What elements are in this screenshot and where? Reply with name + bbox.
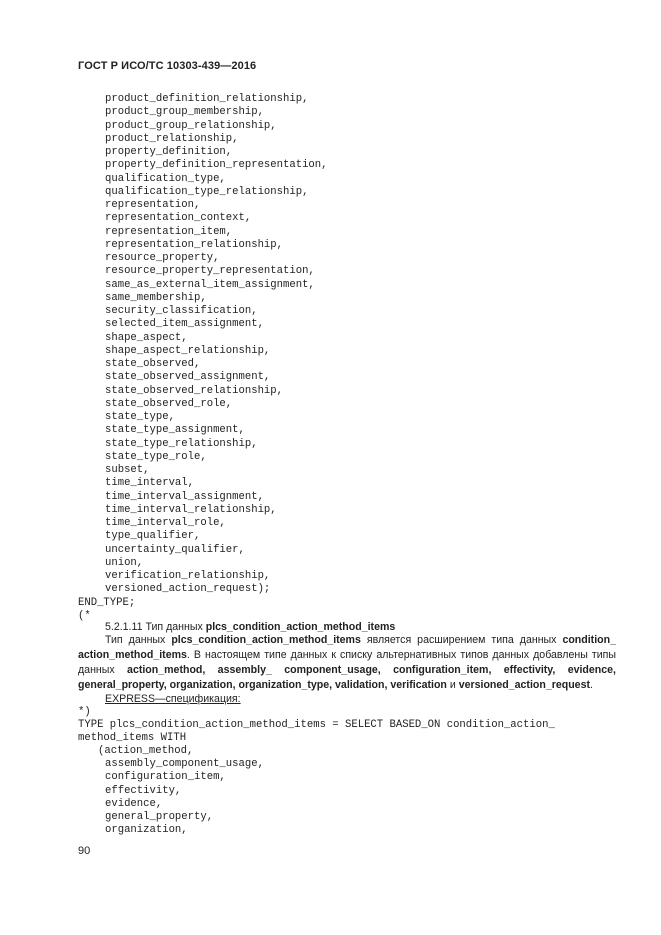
code-line: product_definition_relationship, — [105, 93, 309, 105]
code-line: resource_property_representation, — [105, 265, 315, 278]
code-line: union, — [105, 556, 144, 569]
page-number: 90 — [78, 845, 91, 857]
section-title-prefix: Тип данных — [145, 621, 203, 633]
code-line: time_interval_assignment, — [105, 490, 264, 503]
code-line: product_relationship, — [105, 132, 239, 145]
code-line: time_interval_role, — [105, 517, 226, 529]
code-line: qualification_type_relationship, — [105, 185, 309, 198]
code-line: resource_property, — [105, 252, 220, 264]
code-line: state_type_relationship, — [105, 437, 258, 450]
code-line: representation_relationship, — [105, 238, 284, 251]
code-line: organization, — [105, 824, 188, 837]
code-line: uncertainty_qualifier, — [105, 543, 245, 556]
code-line: product_group_relationship, — [105, 119, 277, 132]
section-title-name: plcs_condition_action_method_items — [205, 621, 396, 633]
code-line: shape_aspect_relationship, — [105, 344, 271, 357]
code-line: time_interval_relationship, — [105, 503, 277, 516]
code-line: shape_aspect, — [105, 331, 188, 344]
code-line: state_type_assignment, — [105, 424, 245, 437]
express-select-list-continued — [105, 93, 328, 597]
type-declaration-line-2: method_items WITH — [78, 732, 187, 744]
code-line: selected_item_assignment, — [105, 318, 264, 331]
code-line: state_observed_assignment, — [105, 371, 271, 384]
code-line: same_membership, — [105, 291, 207, 304]
express-select-list — [105, 758, 264, 838]
code-line: state_observed_role, — [105, 397, 233, 410]
select-first-item: (action_method, — [98, 745, 194, 757]
code-line: configuration_item, — [105, 771, 226, 784]
end-type-keyword: END_TYPE; — [78, 596, 136, 609]
code-line: verification_relationship, — [105, 570, 271, 582]
code-line: product_group_membership, — [105, 106, 264, 119]
type-declaration-line-1: TYPE plcs_condition_action_method_items = SELECT BASED_ON condition_action_ — [78, 719, 555, 731]
code-line: state_observed_relationship, — [105, 384, 284, 397]
express-spec-label: EXPRESS—спецификация: — [105, 693, 241, 705]
code-line: type_qualifier, — [105, 530, 201, 543]
code-line: state_type, — [105, 411, 175, 423]
code-line: state_observed, — [105, 358, 201, 370]
comment-open: (* — [78, 609, 91, 622]
code-line: evidence, — [105, 797, 163, 810]
code-line: time_interval, — [105, 477, 195, 490]
code-line: versioned_action_request); — [105, 583, 271, 596]
section-paragraph: Тип данных plcs_condition_action_method_items является расширением типа данных condition_ action_method_items. В настоящем типе данных к списку альтернативных типов данных добавлены типы данных action_method, assembly_ component_usage, configuration_item, effectivity, evidence, general_property, organization, organization_type, validation, verification и versioned_action_request. — [78, 634, 616, 691]
code-line: security_classification, — [105, 305, 258, 317]
code-line: state_type_role, — [105, 450, 207, 463]
code-line: representation_item, — [105, 225, 233, 238]
section-number: 5.2.1.11 — [105, 621, 143, 633]
code-line: effectivity, — [105, 784, 182, 797]
code-line: same_as_external_item_assignment, — [105, 278, 315, 291]
code-line: general_property, — [105, 811, 214, 823]
code-line: property_definition, — [105, 146, 233, 158]
code-line: representation, — [105, 199, 201, 211]
code-line: representation_context, — [105, 212, 252, 225]
document-header: ГОСТ Р ИСО/ТС 10303-439—2016 — [78, 60, 257, 72]
code-line: qualification_type, — [105, 172, 226, 185]
comment-close: *) — [78, 706, 91, 718]
code-line: subset, — [105, 464, 150, 476]
code-line: assembly_component_usage, — [105, 758, 264, 770]
code-line: property_definition_representation, — [105, 159, 328, 172]
